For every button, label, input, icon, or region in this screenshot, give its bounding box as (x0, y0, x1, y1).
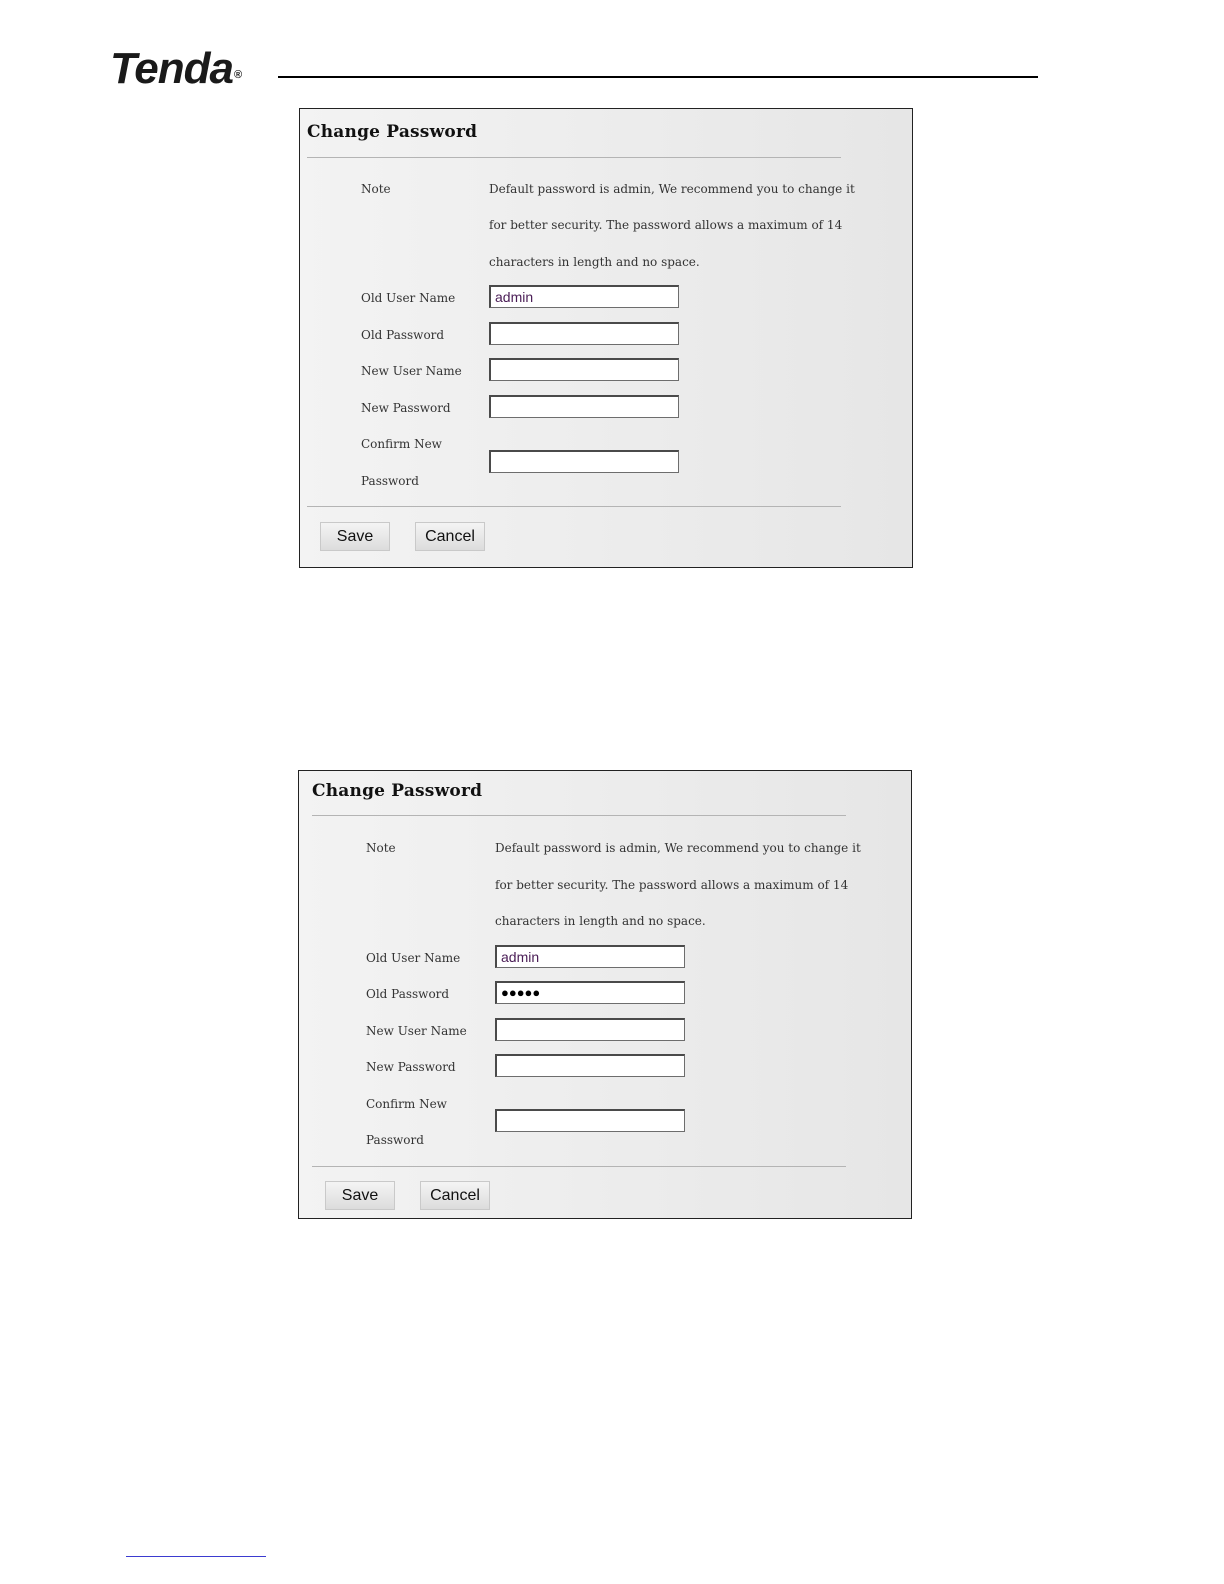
new-user-name-label: New User Name (361, 364, 462, 378)
note-line-1: Default password is admin, We recommend you to change it (489, 182, 855, 196)
new-user-name-input[interactable] (495, 1018, 685, 1041)
old-user-name-label: Old User Name (361, 291, 456, 305)
old-user-name-input[interactable]: admin (489, 285, 679, 308)
panel-title: Change Password (312, 781, 483, 801)
title-divider (307, 157, 841, 158)
buttons-divider (307, 506, 841, 507)
registered-mark: ® (233, 69, 242, 81)
new-user-name-label: New User Name (366, 1024, 467, 1038)
buttons-divider (312, 1166, 846, 1167)
save-button[interactable]: Save (325, 1181, 395, 1210)
note-line-2: for better security. The password allows a maximum of 14 (495, 878, 849, 892)
note-line-1: Default password is admin, We recommend you to change it (495, 841, 861, 855)
confirm-new-password-label-line-1: Confirm New (361, 437, 442, 451)
title-divider (312, 815, 846, 816)
new-password-input[interactable] (489, 395, 679, 418)
panel-title: Change Password (307, 122, 478, 142)
footer-link-underline (126, 1556, 266, 1557)
confirm-new-password-label-line-1: Confirm New (366, 1097, 447, 1111)
new-password-label: New Password (361, 401, 451, 415)
old-password-label: Old Password (366, 987, 450, 1001)
confirm-new-password-input[interactable] (495, 1109, 685, 1132)
header-divider (278, 76, 1038, 78)
change-password-panel-1 (299, 108, 913, 568)
new-password-input[interactable] (495, 1054, 685, 1077)
note-line-2: for better security. The password allows a maximum of 14 (489, 218, 843, 232)
old-password-label: Old Password (361, 328, 445, 342)
note-label: Note (366, 841, 396, 855)
cancel-button[interactable]: Cancel (420, 1181, 490, 1210)
tenda-logo (110, 44, 241, 94)
save-button[interactable]: Save (320, 522, 390, 551)
old-user-name-input[interactable]: admin (495, 945, 685, 968)
confirm-new-password-label-line-2: Password (366, 1133, 424, 1147)
old-user-name-label: Old User Name (366, 951, 461, 965)
new-user-name-input[interactable] (489, 358, 679, 381)
change-password-panel-2 (298, 770, 912, 1219)
confirm-new-password-input[interactable] (489, 450, 679, 473)
confirm-new-password-label-line-2: Password (361, 474, 419, 488)
old-password-input[interactable] (489, 322, 679, 345)
cancel-button[interactable]: Cancel (415, 522, 485, 551)
note-label: Note (361, 182, 391, 196)
note-line-3: characters in length and no space. (495, 914, 706, 928)
old-password-input[interactable]: ●●●●● (495, 981, 685, 1004)
note-line-3: characters in length and no space. (489, 255, 700, 269)
new-password-label: New Password (366, 1060, 456, 1074)
logo-text: Tenda (110, 44, 233, 93)
